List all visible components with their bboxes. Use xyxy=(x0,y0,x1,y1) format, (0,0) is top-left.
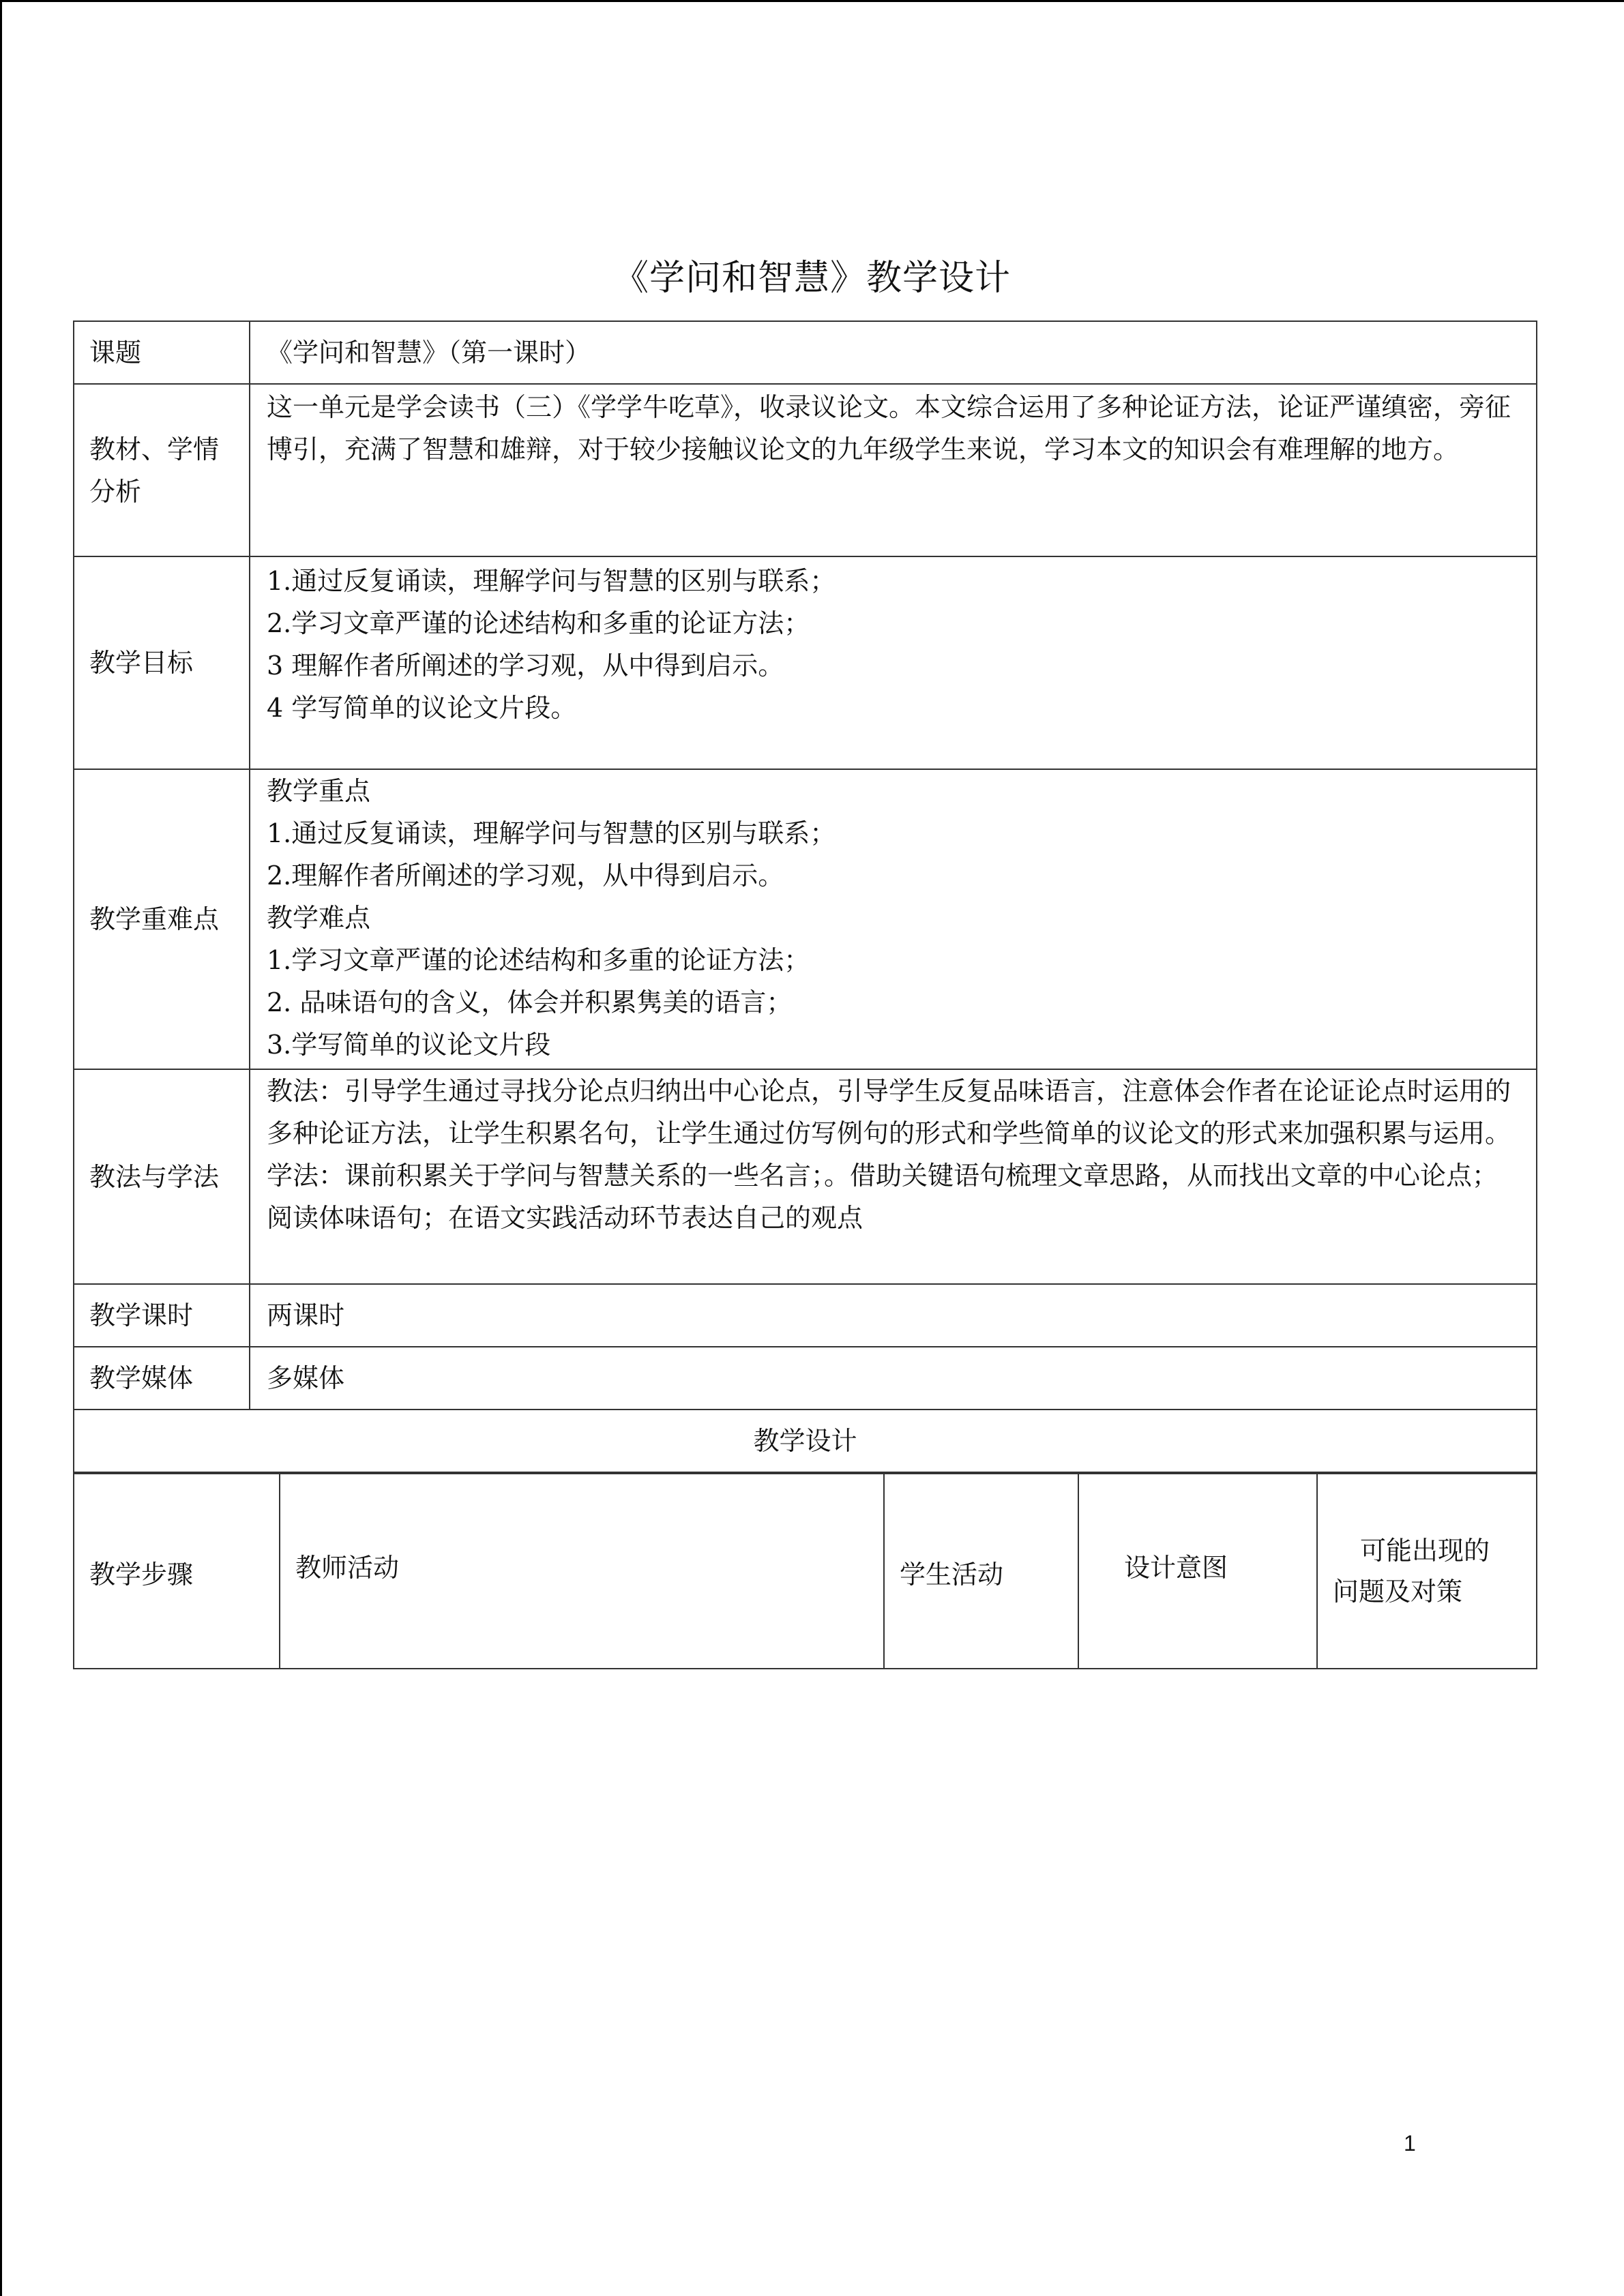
row-goals xyxy=(74,556,1537,769)
keypoint-line: 1.通过反复诵读，理解学问与智慧的区别与联系； xyxy=(267,818,836,848)
media-value: 多媒体 xyxy=(250,1347,1537,1410)
page-border-top xyxy=(0,0,1624,2)
keypoint-line: 教学重点 xyxy=(267,776,371,806)
keypoint-line: 教学难点 xyxy=(267,903,371,933)
row-analysis xyxy=(74,384,1537,556)
learning-method-text: 学法：课前积累关于学问与智慧关系的一些名言；。借助关键语句梳理文章思路，从而找出文章的中心论点；阅读体味语句；在语文实践活动环节表达自己的观点 xyxy=(267,1161,1498,1233)
goal-line: 2.学习文章严谨的论述结构和多重的论证方法； xyxy=(267,608,810,638)
keypoints-label: 教学重难点 xyxy=(74,769,250,1069)
step-column-header: 教学步骤 xyxy=(74,1474,280,1669)
problems-header-line1: 可能出现的 xyxy=(1360,1536,1490,1566)
goal-line: 3 理解作者所阐述的学习观，从中得到启示。 xyxy=(267,651,784,681)
methods-label: 教法与学法 xyxy=(74,1069,250,1284)
keypoint-line: 1.学习文章严谨的论述结构和多重的论证方法； xyxy=(267,945,810,975)
document-title: 《学问和智慧》教学设计 xyxy=(612,258,1011,299)
row-hours xyxy=(74,1284,1537,1347)
page-number: 1 xyxy=(1404,2131,1416,2156)
teacher-activity-header: 教师活动 xyxy=(280,1474,884,1669)
analysis-label xyxy=(74,384,250,556)
row-methods xyxy=(74,1069,1537,1284)
design-header: 教学设计 xyxy=(74,1410,1537,1472)
topic-value: 《学问和智慧》（第一课时） xyxy=(250,321,1537,384)
keypoints-content xyxy=(250,769,1537,1069)
goals-label: 教学目标 xyxy=(74,556,250,769)
topic-label: 课题 xyxy=(74,321,250,384)
keypoint-line: 2. 品味语句的含义，体会并积累隽美的语言； xyxy=(267,987,793,1017)
problems-header xyxy=(1317,1474,1537,1669)
lesson-info-table xyxy=(73,320,1537,1473)
media-label: 教学媒体 xyxy=(74,1347,250,1410)
problems-header-line2: 问题及对策 xyxy=(1333,1577,1463,1607)
row-topic xyxy=(74,321,1537,384)
design-intent-header: 设计意图 xyxy=(1078,1474,1317,1669)
methods-content xyxy=(250,1069,1537,1284)
student-activity-header: 学生活动 xyxy=(884,1474,1078,1669)
analysis-text: 这一单元是学会读书（三）《学学牛吃草》，收录议论文。本文综合运用了多种论证方法，论证严谨缜密，旁征博引，充满了智慧和雄辩，对于较少接触议论文的九年级学生来说，学习本文的知识会有难理解的地方。 xyxy=(250,384,1537,556)
goals-content xyxy=(250,556,1537,769)
page-border-left xyxy=(0,0,2,2296)
goal-line: 4 学写简单的议论文片段。 xyxy=(267,693,577,723)
goal-line: 1.通过反复诵读，理解学问与智慧的区别与联系； xyxy=(267,566,836,596)
keypoint-line: 2.理解作者所阐述的学习观，从中得到启示。 xyxy=(267,861,784,891)
row-keypoints xyxy=(74,769,1537,1069)
teaching-method-text: 教法：引导学生通过寻找分论点归纳出中心论点，引导学生反复品味语言，注意体会作者在论证论点时运用的多种论证方法，让学生积累名句，让学生通过仿写例句的形式和学些简单的议论文的形式来加强积累与运用。 xyxy=(267,1076,1511,1148)
hours-value: 两课时 xyxy=(250,1284,1537,1347)
analysis-label-text: 教材、学情分析 xyxy=(89,434,220,507)
keypoint-line: 3.学写简单的议论文片段 xyxy=(267,1030,551,1060)
hours-label: 教学课时 xyxy=(74,1284,250,1347)
row-media xyxy=(74,1347,1537,1410)
steps-header-row xyxy=(74,1474,1537,1669)
row-design-header xyxy=(74,1410,1537,1472)
teaching-steps-table xyxy=(73,1473,1537,1669)
